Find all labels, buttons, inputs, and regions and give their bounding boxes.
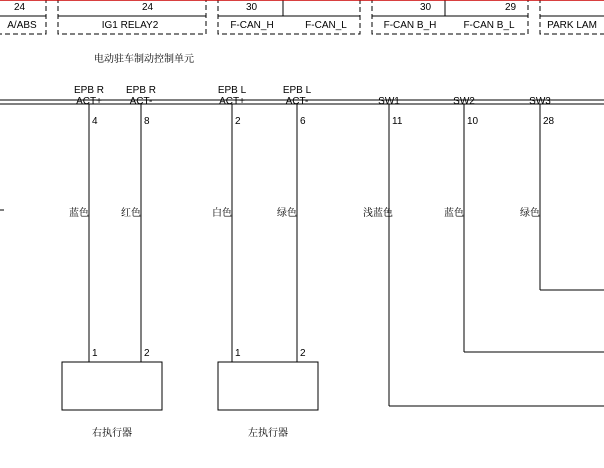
circuit-name-epb-l-act-minus-l1: EPB L [282,85,312,96]
circuit-name-sw2: SW2 [453,96,475,107]
connector-label-park-lamp: PARK LAM [547,20,597,31]
actuator-left-pin-1: 1 [235,348,241,359]
pin-number-4: 4 [92,116,98,127]
connector-label-fcanb-h: F-CAN B_H [383,20,437,31]
circuit-name-sw1: SW1 [378,96,400,107]
circuit-name-epb-r-act-plus-l2: ACT+ [76,96,102,107]
connector-pin-fcan-l: 30 [420,2,432,13]
pin-number-6: 6 [300,116,306,127]
connector-pin-fcanb-h: 29 [505,2,517,13]
connector-label-ig1relay2: IG1 RELAY2 [101,20,159,31]
wire-color-epb-r-act-minus: 红色 [121,208,141,219]
connector-label-fcan-l: F-CAN_L [305,20,347,31]
circuit-name-epb-r-act-plus-l1: EPB R [73,85,105,96]
circuit-name-epb-r-act-minus-l1: EPB R [125,85,157,96]
actuator-left-pin-2: 2 [300,348,306,359]
pin-number-28: 28 [543,116,555,127]
wire-color-epb-l-act-plus: 白色 [212,208,232,219]
connector-label-fcan-h: F-CAN_H [230,20,274,31]
pin-number-10: 10 [467,116,479,127]
wire-group [89,104,540,406]
actuator-right-pin-1: 1 [92,348,98,359]
control-unit-title: 电动驻车制动控制单元 [94,54,194,65]
actuator-right-pin-2: 2 [144,348,150,359]
circuit-name-epb-l-act-minus-l2: ACT- [285,96,309,107]
connector-pin-abs: 24 [14,2,26,13]
wire-color-sw3: 绿色 [520,208,540,219]
actuator-box-group [62,362,318,410]
connector-pin-ig1relay2: 24 [142,2,154,13]
connector-pin-fcan-h: 30 [246,2,258,13]
wire-color-sw1: 浅蓝色 [363,208,393,219]
circuit-name-sw3: SW3 [529,96,551,107]
connector-label-abs: A/ABS [7,20,37,31]
wire-color-epb-l-act-minus: 绿色 [277,208,297,219]
wire-color-sw2: 蓝色 [444,208,464,219]
pin-number-8: 8 [144,116,150,127]
circuit-name-epb-r-act-minus-l2: ACT- [129,96,153,107]
actuator-left-label: 左执行器 [248,428,288,439]
circuit-name-epb-l-act-plus-l2: ACT+ [219,96,245,107]
switch-branch-group [389,290,604,406]
pin-number-11: 11 [392,116,403,127]
circuit-name-epb-l-act-plus-l1: EPB L [217,85,247,96]
connector-label-fcanb-l: F-CAN B_L [463,20,515,31]
wire-color-epb-r-act-plus: 蓝色 [69,208,89,219]
pin-number-2: 2 [235,116,241,127]
actuator-right-label: 右执行器 [92,428,132,439]
